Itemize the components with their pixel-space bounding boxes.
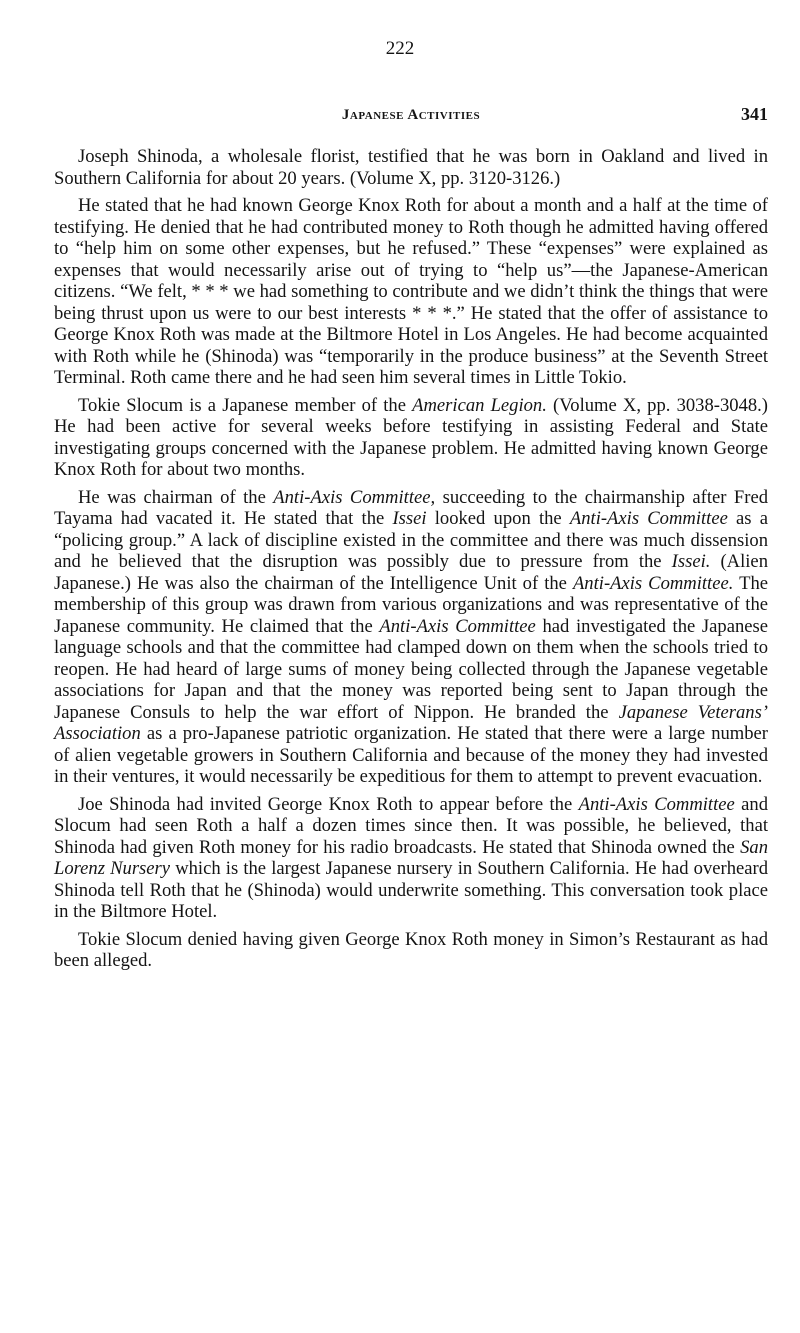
italic-text-segment: Anti-Axis Committee <box>569 508 728 529</box>
text-segment: and Slocum had seen Roth a half a dozen times since then. It was possible, he believed, that Shinoda had given Roth money for his radio broadcasts. He stated that Shinoda owned the <box>54 793 769 858</box>
paragraph <box>54 146 768 189</box>
text-segment: He stated that he had known George Knox Roth for about a month and a half at the time of testifying. He denied that he had contributed money to Roth though he admitted having offered to “help him on some other expenses, but he refused.” These “expenses” were explained as expenses that would necessarily arise out of trying to “help us”—the Japanese-American citizens. “We felt, * * * we had something to contribute and we didn’t think the things that were being thrust upon us were to our best interests * * *.” He stated that the offer of assistance to George Knox Roth was made at the Biltmore Hotel in Los Angeles. He had become acquainted with Roth while he (Shinoda) was “temporarily in the produce business” at the Seventh Street Terminal. Roth came there and he had seen him several times in Little Tokio. <box>54 195 768 388</box>
running-title: Japanese Activities <box>341 107 481 123</box>
italic-text-segment: Anti-Axis Committee <box>379 615 536 637</box>
text-segment: as a “policing group.” A lack of discipline existed in the committee and there was much dissension and he believed that the disruption was possibly due to pressure from the <box>54 508 768 572</box>
text-segment: had investigated the Japanese language schools and that the committee had clamped down on them when the schools tried to reopen. He had heard of large sums of money being collected through the Japanese vegetable associations for Japan and that the money was reported being sent to Japan through the Japanese Consuls to help the war effort of Nippon. He branded the <box>54 615 768 723</box>
text-segment: as a pro-Japanese patriotic organization. He stated that there were a large number of alien vegetable growers in Southern California and because of the money they had invested in their ventures, it would necessarily be expeditious for them to attempt to prevent evacuation. <box>54 723 768 787</box>
text-segment: succeeding to the chairmanship after Fred Tayama had vacated it. He stated that the <box>54 486 768 529</box>
italic-text-segment: Japanese Veterans’ Association <box>54 701 768 744</box>
text-segment: The membership of this group was drawn from various organizations and was representative of the Japanese community. He claimed that the <box>54 572 768 637</box>
text-segment: He was chairman of the <box>78 486 274 508</box>
italic-text-segment: Anti-Axis Committee <box>578 793 735 815</box>
text-segment: (Alien Japanese.) He was also the chairman of the Intelligence Unit of the <box>54 551 768 594</box>
paragraph <box>54 929 768 972</box>
paragraph <box>54 487 768 788</box>
paragraph <box>54 794 768 923</box>
text-segment: Joseph Shinoda, a wholesale florist, testified that he was born in Oakland and lived in Southern California for about 20 years. (Volume X, pp. 3120-3126.) <box>54 146 768 189</box>
text-segment: looked upon the <box>426 508 570 529</box>
paragraph <box>54 195 768 389</box>
italic-text-segment: Issei <box>392 508 427 529</box>
page-number-top: 222 <box>385 38 415 59</box>
text-segment: (Volume X, pp. 3038-3048.) He had been active for several weeks before testifying in assisting Federal and State investigating groups concerned with the Japanese problem. He admitted having known George Knox Roth for about two months. <box>54 394 768 480</box>
italic-text-segment: San Lorenz Nursery <box>54 836 768 879</box>
page-number-right: 341 <box>741 104 768 124</box>
text-segment: which is the largest Japanese nursery in Southern California. He had overheard Shinoda tell Roth that he (Shinoda) would underwrite something. This conversation took place in the Biltmore Hotel. <box>54 858 768 922</box>
italic-text-segment: American Legion. <box>412 394 547 416</box>
running-head <box>54 104 768 130</box>
paragraph <box>54 395 768 481</box>
italic-text-segment: Anti-Axis Committee, <box>273 486 436 508</box>
text-segment: Tokie Slocum denied having given George Knox Roth money in Simon’s Restaurant as had been alleged. <box>54 928 768 971</box>
italic-text-segment: Anti-Axis Committee. <box>572 572 734 594</box>
body-text <box>54 146 768 978</box>
text-segment: Tokie Slocum is a Japanese member of the <box>78 394 413 416</box>
text-segment: Joe Shinoda had invited George Knox Roth to appear before the <box>78 793 579 815</box>
italic-text-segment: Issei. <box>671 551 711 572</box>
